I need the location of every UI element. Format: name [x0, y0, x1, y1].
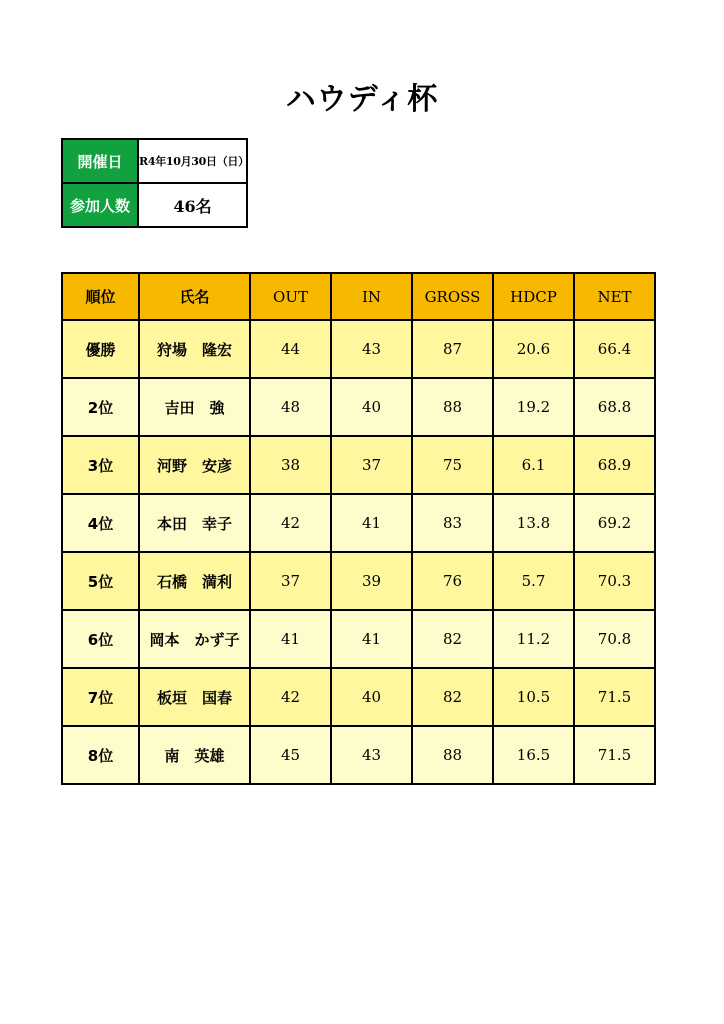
header-gross: GROSS — [412, 273, 493, 320]
event-date-label: 開催日 — [62, 139, 138, 183]
rank-cell: 4位 — [62, 494, 139, 552]
out-cell: 42 — [250, 668, 331, 726]
out-cell: 37 — [250, 552, 331, 610]
gross-cell: 76 — [412, 552, 493, 610]
header-out: OUT — [250, 273, 331, 320]
hdcp-cell: 6.1 — [493, 436, 574, 494]
gross-cell: 82 — [412, 610, 493, 668]
results-header-row — [62, 273, 655, 320]
name-cell: 本田 幸子 — [139, 494, 250, 552]
hdcp-cell: 13.8 — [493, 494, 574, 552]
participants-value: 46名 — [138, 183, 247, 227]
gross-cell: 88 — [412, 378, 493, 436]
header-name: 氏名 — [139, 273, 250, 320]
hdcp-cell: 11.2 — [493, 610, 574, 668]
net-cell: 71.5 — [574, 668, 655, 726]
table-row — [62, 494, 655, 552]
hdcp-cell: 16.5 — [493, 726, 574, 784]
net-cell: 68.8 — [574, 378, 655, 436]
rank-cell: 5位 — [62, 552, 139, 610]
table-row — [62, 610, 655, 668]
net-cell: 71.5 — [574, 726, 655, 784]
event-info-table — [61, 138, 248, 228]
table-row — [62, 320, 655, 378]
in-cell: 43 — [331, 726, 412, 784]
rank-cell: 優勝 — [62, 320, 139, 378]
results-table — [61, 272, 656, 785]
participants-label: 参加人数 — [62, 183, 138, 227]
hdcp-cell: 5.7 — [493, 552, 574, 610]
name-cell: 石橋 満利 — [139, 552, 250, 610]
name-cell: 南 英雄 — [139, 726, 250, 784]
out-cell: 44 — [250, 320, 331, 378]
table-row — [62, 552, 655, 610]
participants-row — [62, 183, 247, 227]
in-cell: 43 — [331, 320, 412, 378]
rank-cell: 3位 — [62, 436, 139, 494]
gross-cell: 82 — [412, 668, 493, 726]
table-row — [62, 436, 655, 494]
rank-cell: 8位 — [62, 726, 139, 784]
event-date-value: R4年10月30日（日） — [138, 139, 247, 183]
net-cell: 70.8 — [574, 610, 655, 668]
out-cell: 48 — [250, 378, 331, 436]
net-cell: 69.2 — [574, 494, 655, 552]
in-cell: 40 — [331, 378, 412, 436]
rank-cell: 7位 — [62, 668, 139, 726]
gross-cell: 75 — [412, 436, 493, 494]
header-in: IN — [331, 273, 412, 320]
net-cell: 70.3 — [574, 552, 655, 610]
rank-cell: 2位 — [62, 378, 139, 436]
in-cell: 39 — [331, 552, 412, 610]
out-cell: 41 — [250, 610, 331, 668]
name-cell: 狩場 隆宏 — [139, 320, 250, 378]
in-cell: 41 — [331, 494, 412, 552]
gross-cell: 88 — [412, 726, 493, 784]
header-net: NET — [574, 273, 655, 320]
hdcp-cell: 20.6 — [493, 320, 574, 378]
table-row — [62, 378, 655, 436]
hdcp-cell: 10.5 — [493, 668, 574, 726]
name-cell: 岡本 かず子 — [139, 610, 250, 668]
in-cell: 41 — [331, 610, 412, 668]
out-cell: 45 — [250, 726, 331, 784]
out-cell: 42 — [250, 494, 331, 552]
net-cell: 66.4 — [574, 320, 655, 378]
hdcp-cell: 19.2 — [493, 378, 574, 436]
gross-cell: 87 — [412, 320, 493, 378]
gross-cell: 83 — [412, 494, 493, 552]
event-date-row — [62, 139, 247, 183]
in-cell: 37 — [331, 436, 412, 494]
name-cell: 板垣 国春 — [139, 668, 250, 726]
name-cell: 吉田 強 — [139, 378, 250, 436]
net-cell: 68.9 — [574, 436, 655, 494]
header-hdcp: HDCP — [493, 273, 574, 320]
header-rank: 順位 — [62, 273, 139, 320]
rank-cell: 6位 — [62, 610, 139, 668]
table-row — [62, 726, 655, 784]
table-row — [62, 668, 655, 726]
in-cell: 40 — [331, 668, 412, 726]
page-title: ハウディ杯 — [285, 82, 439, 117]
name-cell: 河野 安彦 — [139, 436, 250, 494]
out-cell: 38 — [250, 436, 331, 494]
